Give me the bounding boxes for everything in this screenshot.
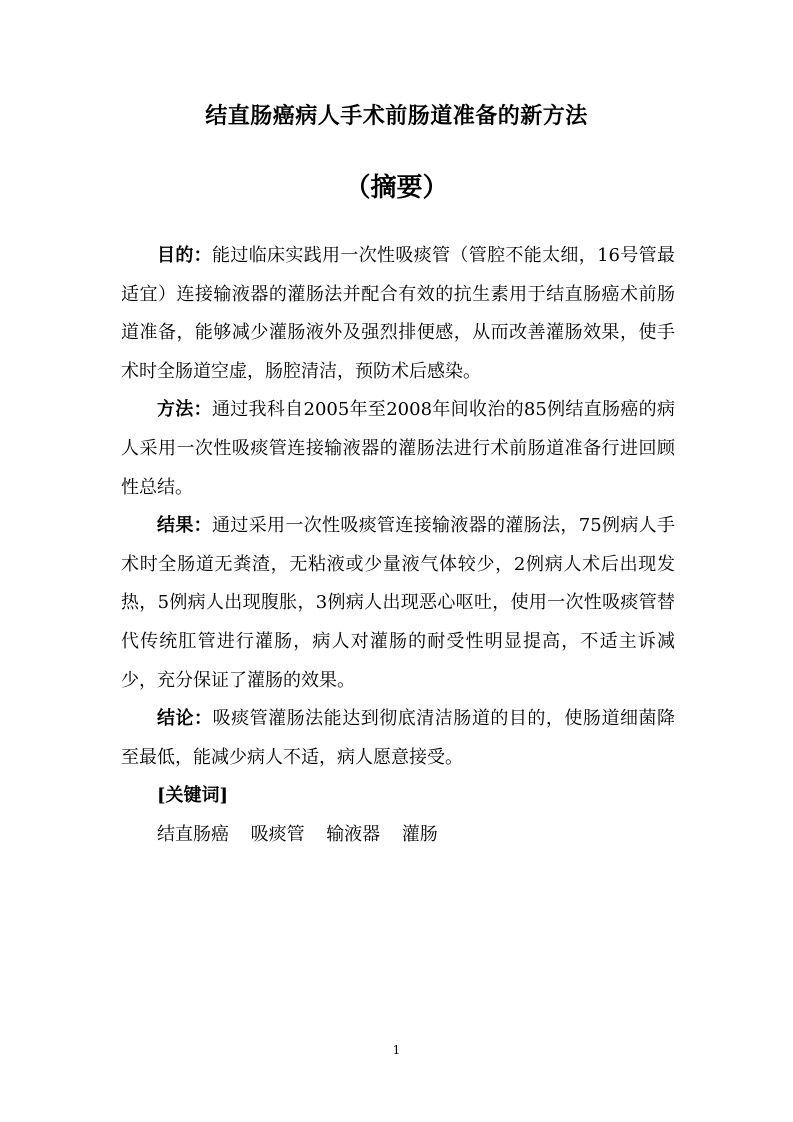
page-number: 1 <box>392 1043 401 1057</box>
conclusion-label: 结论： <box>157 708 213 730</box>
method-text: 通过我科自2005年至2008年间收治的85例结直肠癌的病人采用一次性吸痰管连接输液器的灌肠法进行术前肠道准备行进回顾性总结。 <box>121 399 675 498</box>
keyword-item: 灌肠 <box>401 823 438 845</box>
document-subtitle: （摘要） <box>344 173 449 203</box>
conclusion-paragraph <box>121 700 675 777</box>
purpose-paragraph <box>121 237 675 391</box>
purpose-text: 能过临床实践用一次性吸痰管（管腔不能太细，16号管最适宜）连接输液器的灌肠法并配合有效的抗生素用于结直肠癌术前肠道准备，能够减少灌肠液外及强烈排便感，从而改善灌肠效果，使手术时全肠道空虚，肠腔清洁，预防术后感染。 <box>121 245 676 382</box>
keyword-item: 吸痰管 <box>250 823 305 845</box>
purpose-label: 目的： <box>157 245 213 266</box>
keywords-label: [关键词] <box>157 785 229 807</box>
keywords-list <box>121 816 675 855</box>
keywords-heading-line <box>121 777 675 816</box>
result-paragraph <box>121 507 675 700</box>
conclusion-text: 吸痰管灌肠法能达到彻底清洁肠道的目的，使肠道细菌降至最低，能减少病人不适，病人愿意接受。 <box>121 708 676 768</box>
abstract-body <box>121 237 675 855</box>
result-label: 结果： <box>157 515 213 537</box>
result-text: 通过采用一次性吸痰管连接输液器的灌肠法，75例病人手术时全肠道无粪渣，无粘液或少量液气体较少，2例病人术后出现发热，5例病人出现腹胀，3例病人出现恶心呕吐，使用一次性吸痰管替代传统肛管进行灌肠，病人对灌肠的耐受性明显提高，不适主诉减少，充分保证了灌肠的效果。 <box>121 515 676 691</box>
document-title: 结直肠癌病人手术前肠道准备的新方法 <box>205 103 588 129</box>
keyword-item: 输液器 <box>326 823 381 845</box>
method-paragraph <box>121 391 675 507</box>
method-label: 方法： <box>157 399 212 421</box>
keyword-item: 结直肠癌 <box>157 823 229 845</box>
